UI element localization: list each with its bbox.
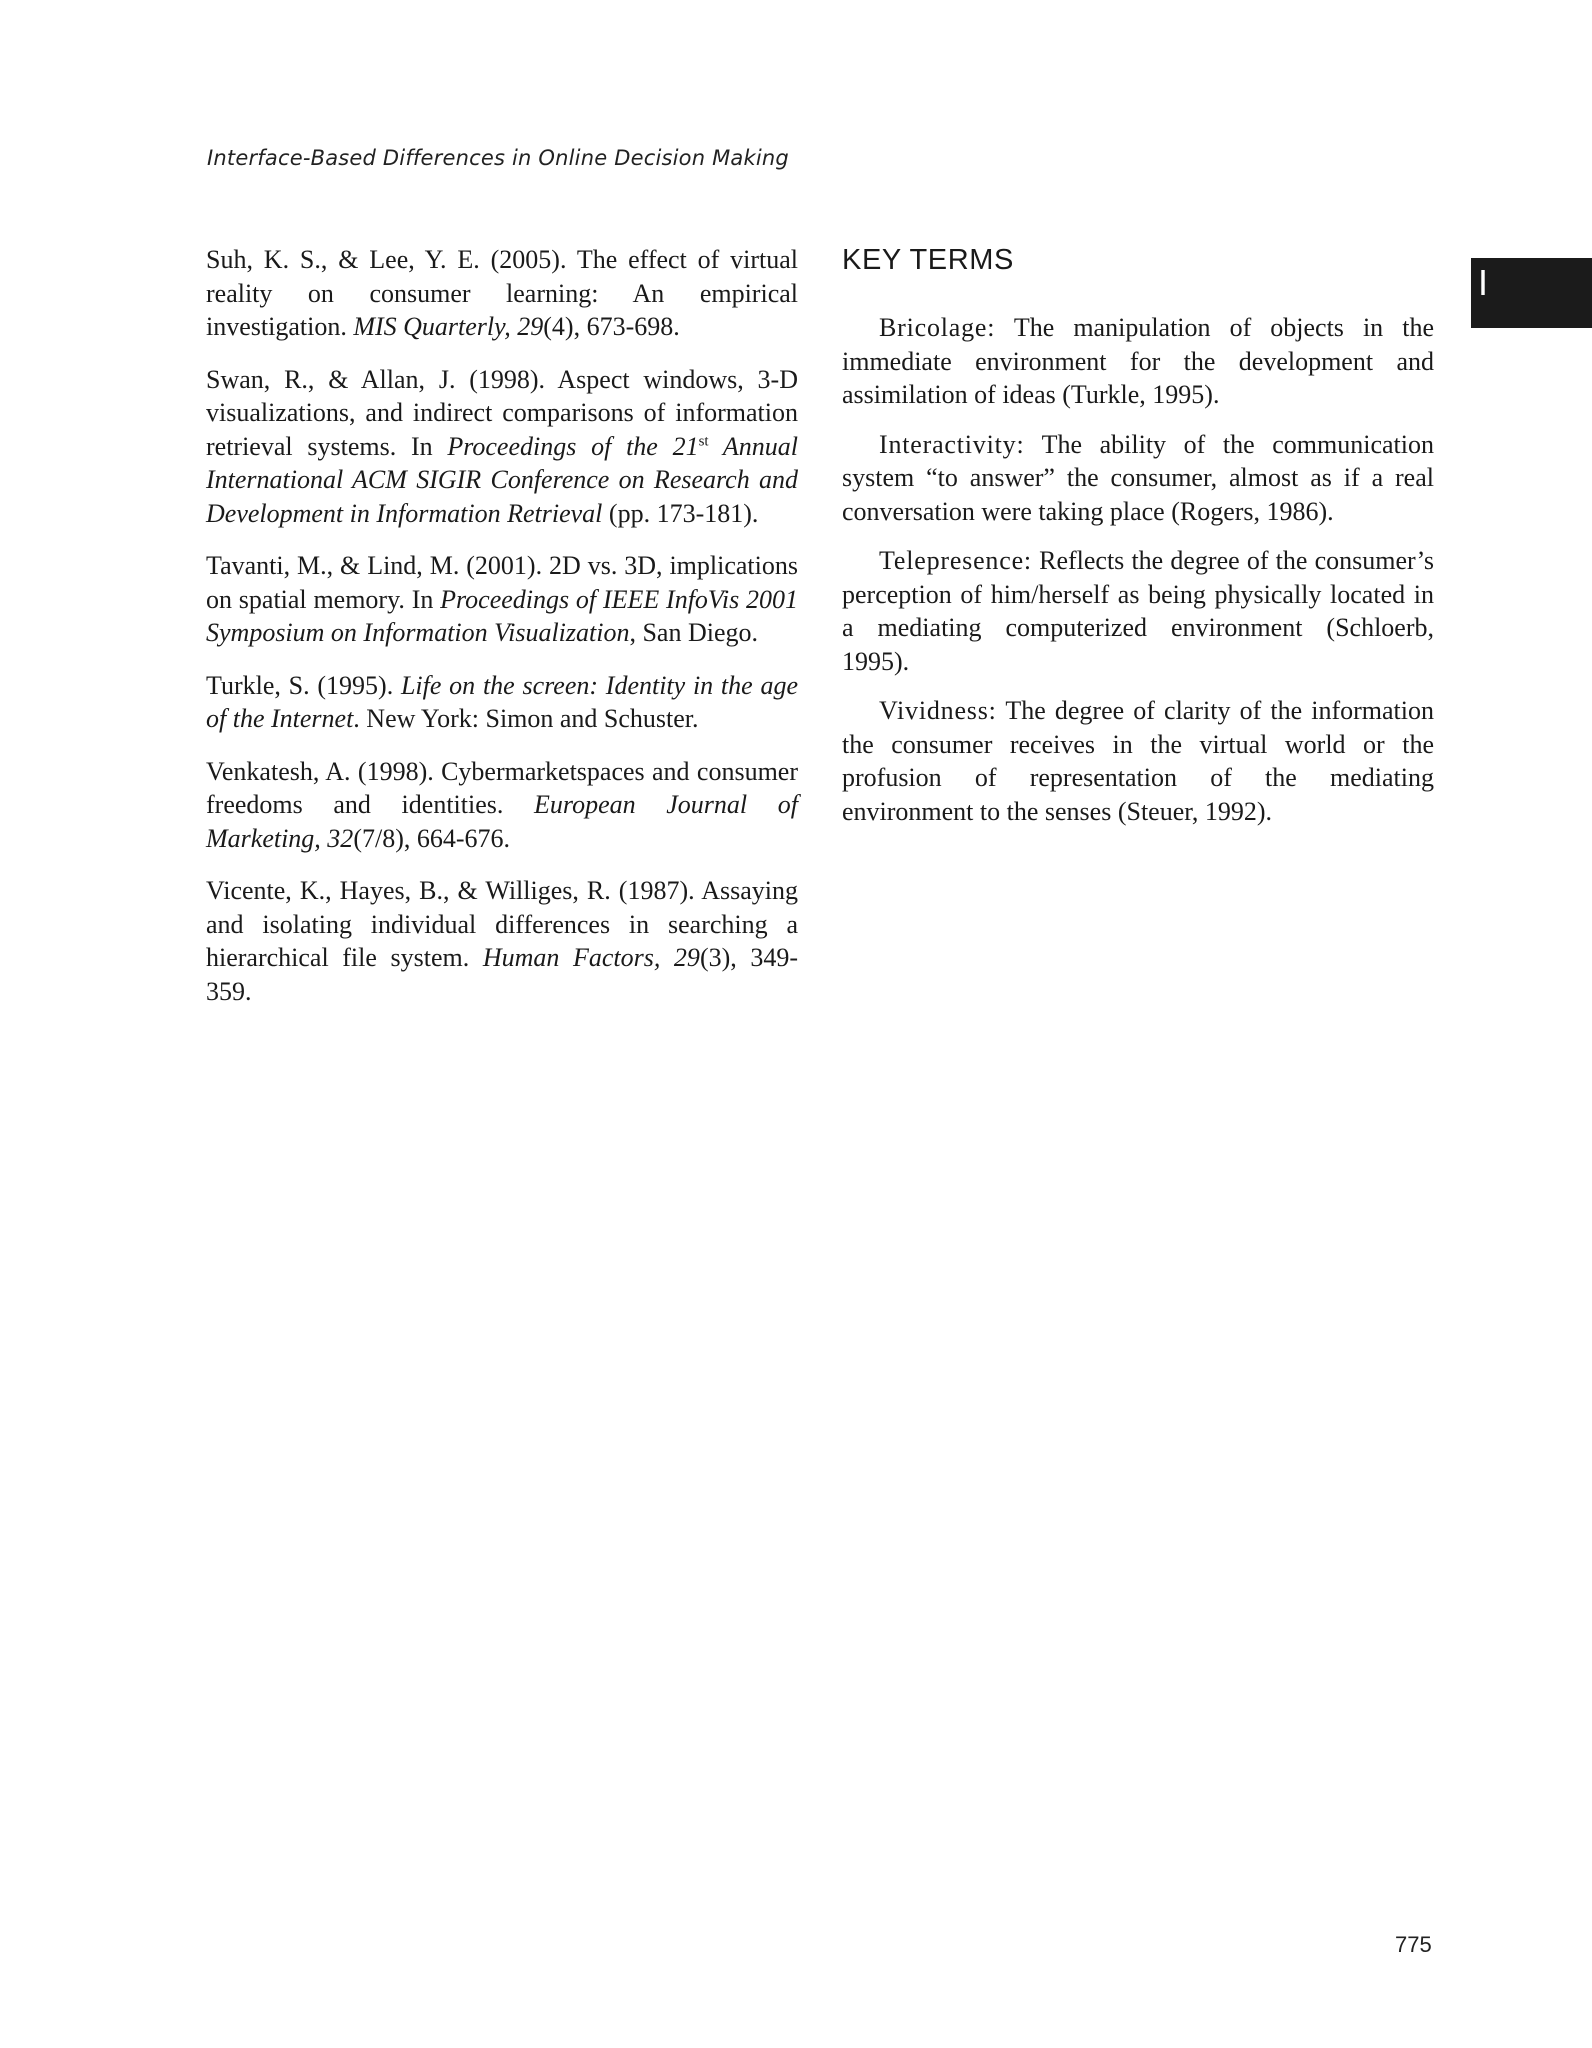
reference-text: , San Diego. (629, 618, 759, 647)
reference-text: (pp. 173-181). (602, 498, 759, 528)
reference-entry (206, 755, 798, 856)
reference-text: (7/8), 664-676. (353, 823, 511, 853)
reference-superscript: st (698, 432, 709, 449)
section-thumb-tab-letter: I (1478, 262, 1489, 303)
reference-text: (4), 673-698. (543, 312, 680, 341)
reference-entry (206, 549, 798, 650)
key-terms-heading: KEY TERMS (842, 244, 1014, 276)
key-term-name: Vividness: (879, 696, 997, 725)
key-term-entry (842, 694, 1434, 828)
reference-journal: European Journal of Marketing, 32 (206, 790, 798, 853)
reference-text: Swan, R., & Allan, J. (1998). Aspect windows, 3-D visualizations, and indirect comparisons of information retrieval systems. In (206, 364, 798, 461)
reference-text: . New York: Simon and Schuster. (353, 704, 699, 733)
reference-text: Venkatesh, A. (1998). Cybermarketspaces and consumer freedoms and identities. (206, 756, 798, 819)
section-thumb-tab (1471, 258, 1592, 328)
running-header: Interface-Based Differences in Online Decision Making (207, 146, 789, 170)
reference-proceedings: Proceedings of the 21 (447, 431, 699, 461)
page-number: 775 (1395, 1932, 1432, 1957)
key-term-definition: The ability of the communication system “to answer” the consumer, almost as if a real conversation were taking place (Rogers, 1986). (842, 429, 1434, 526)
reference-text: (3), 349-359. (206, 943, 798, 1006)
reference-entry (206, 874, 798, 1008)
key-term-name: Telepresence: (879, 546, 1032, 575)
key-term-name: Bricolage: (879, 313, 996, 342)
key-term-definition: The degree of clarity of the information the consumer receives in the virtual world or the profusion of representation of the mediating environment to the senses (Steuer, 1992). (842, 696, 1434, 826)
reference-proceedings: Proceedings of IEEE InfoVis 2001 Symposium on Information Visualization (206, 584, 798, 647)
reference-text: Suh, K. S., & Lee, Y. E. (2005). The effect of virtual reality on consumer learning: An empirical investigation. (206, 245, 798, 341)
key-terms-column (842, 243, 1434, 844)
key-term-entry (842, 544, 1434, 678)
reference-entry (206, 243, 798, 344)
key-term-entry (842, 311, 1434, 412)
key-term-entry (842, 428, 1434, 529)
key-term-definition: The manipulation of objects in the immediate environment for the development and assimilation of ideas (Turkle, 1995). (842, 313, 1434, 409)
reference-text: Turkle, S. (1995). (206, 670, 401, 700)
key-term-name: Interactivity: (879, 429, 1025, 459)
reference-proceedings: Annual International ACM SIGIR Conference on Research and Development in Information Retrieval (206, 431, 798, 528)
reference-text: Vicente, K., Hayes, B., & Williges, R. (1987). Assaying and isolating individual differences in searching a hierarchical file system. (206, 876, 798, 972)
reference-entry (206, 363, 798, 531)
reference-book-title: Life on the screen: Identity in the age of the Internet (206, 670, 799, 733)
reference-entry (206, 669, 798, 736)
reference-journal: Human Factors, 29 (482, 943, 700, 972)
reference-text: Tavanti, M., & Lind, M. (2001). 2D vs. 3D, implications on spatial memory. In (206, 551, 798, 614)
references-column (206, 243, 798, 1027)
key-term-definition: Reflects the degree of the consumer’s perception of him/herself as being physically located in a mediating computerized environment (Schloerb, 1995). (842, 546, 1434, 676)
reference-journal: MIS Quarterly, 29 (353, 312, 544, 341)
